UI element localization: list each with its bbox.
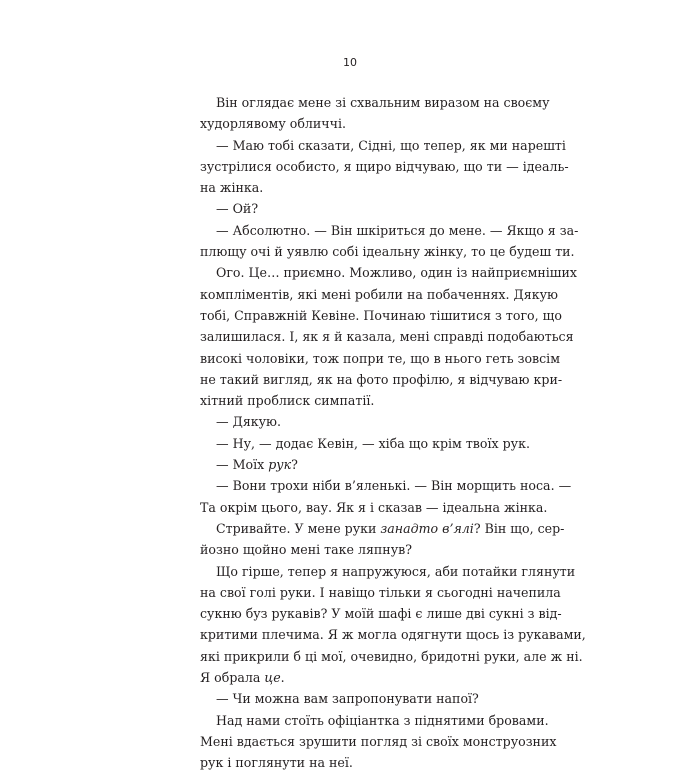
text-line: тобі, Справжній Кевіне. Починаю тішитися з того, що: [200, 307, 562, 323]
text-line: йозно щойно мені таке ляпнув?: [200, 542, 412, 558]
italic-text: занадто в’ялі: [380, 520, 474, 536]
text-line: — Ой?: [216, 201, 259, 217]
text-line: Мені вдається зрушити погляд зі своїх монструозних: [200, 733, 557, 749]
text-line: плющу очі й уявлю собі ідеальну жінку, то це будеш ти.: [200, 244, 575, 260]
text-line: [200, 518, 565, 539]
text-line: зустрілися особисто, я щиро відчуваю, що ти — ідеаль-: [200, 158, 569, 174]
text-line: не такий вигляд, як на фото профілю, я відчуваю кри-: [200, 371, 563, 387]
italic-text: рук: [268, 457, 292, 473]
text-segment: ? Він що, сер-: [473, 520, 565, 536]
text-line: — Маю тобі сказати, Сідні, що тепер, як ми нарешті: [216, 137, 566, 153]
text-segment: ?: [291, 457, 298, 473]
text-line: рук і поглянути на неї.: [200, 755, 353, 771]
text-line: на свої голі руки. І навіщо тільки я сьогодні начепила: [200, 584, 561, 600]
italic-text: це: [264, 670, 281, 686]
text-segment: Стривайте. У мене руки: [216, 520, 381, 536]
text-line: — Чи можна вам запропонувати напої?: [216, 691, 479, 707]
text-line: Та окрім цього, вау. Як я і сказав — ідеальна жінка.: [200, 499, 548, 515]
text-segment: .: [280, 670, 285, 686]
page-number: 10: [343, 56, 357, 69]
text-line: Він оглядає мене зі схвальним виразом на своєму: [216, 95, 550, 110]
text-line: компліментів, які мені робили на побаченнях. Дякую: [200, 286, 558, 302]
text-line: які прикрили б ці мої, очевидно, бридотні руки, але ж ні.: [200, 648, 583, 664]
text-line: хітний проблиск симпатії.: [200, 393, 375, 409]
text-line: — Ну, — додає Кевін, — хіба що крім твоїх рук.: [216, 435, 530, 451]
text-line: сукню буз рукавів? У моїй шафі є лише дві сукні з від-: [200, 606, 562, 622]
text-line: Що гірше, тепер я напружуюся, аби потайки глянути: [216, 563, 576, 579]
body-text: [200, 92, 586, 774]
text-line: [200, 454, 509, 475]
text-line: — Абсолютно. — Він шкіриться до мене. — Якщо я за-: [216, 222, 579, 238]
text-segment: — Моїх: [216, 457, 269, 473]
text-line: худорлявому обличчі.: [200, 116, 346, 132]
text-line: — Вони трохи ніби в’яленькі. — Він морщить носа. —: [216, 478, 572, 494]
text-line: — Дякую.: [216, 414, 282, 430]
text-line: Над нами стоїть офіціантка з піднятими бровами.: [216, 712, 549, 728]
text-line: критими плечима. Я ж могла одягнути щось із рукавами,: [200, 627, 586, 643]
text-segment: Я обрала: [200, 670, 265, 686]
text-line: високі чоловіки, тож попри те, що в нього геть зовсім: [200, 350, 560, 366]
text-line: [200, 667, 509, 688]
text-line: Ого. Це… приємно. Можливо, один із найприємніших: [216, 265, 578, 281]
text-line: на жінка.: [200, 180, 264, 196]
text-line: залишилася. І, як я й казала, мені справді подобаються: [200, 329, 574, 345]
